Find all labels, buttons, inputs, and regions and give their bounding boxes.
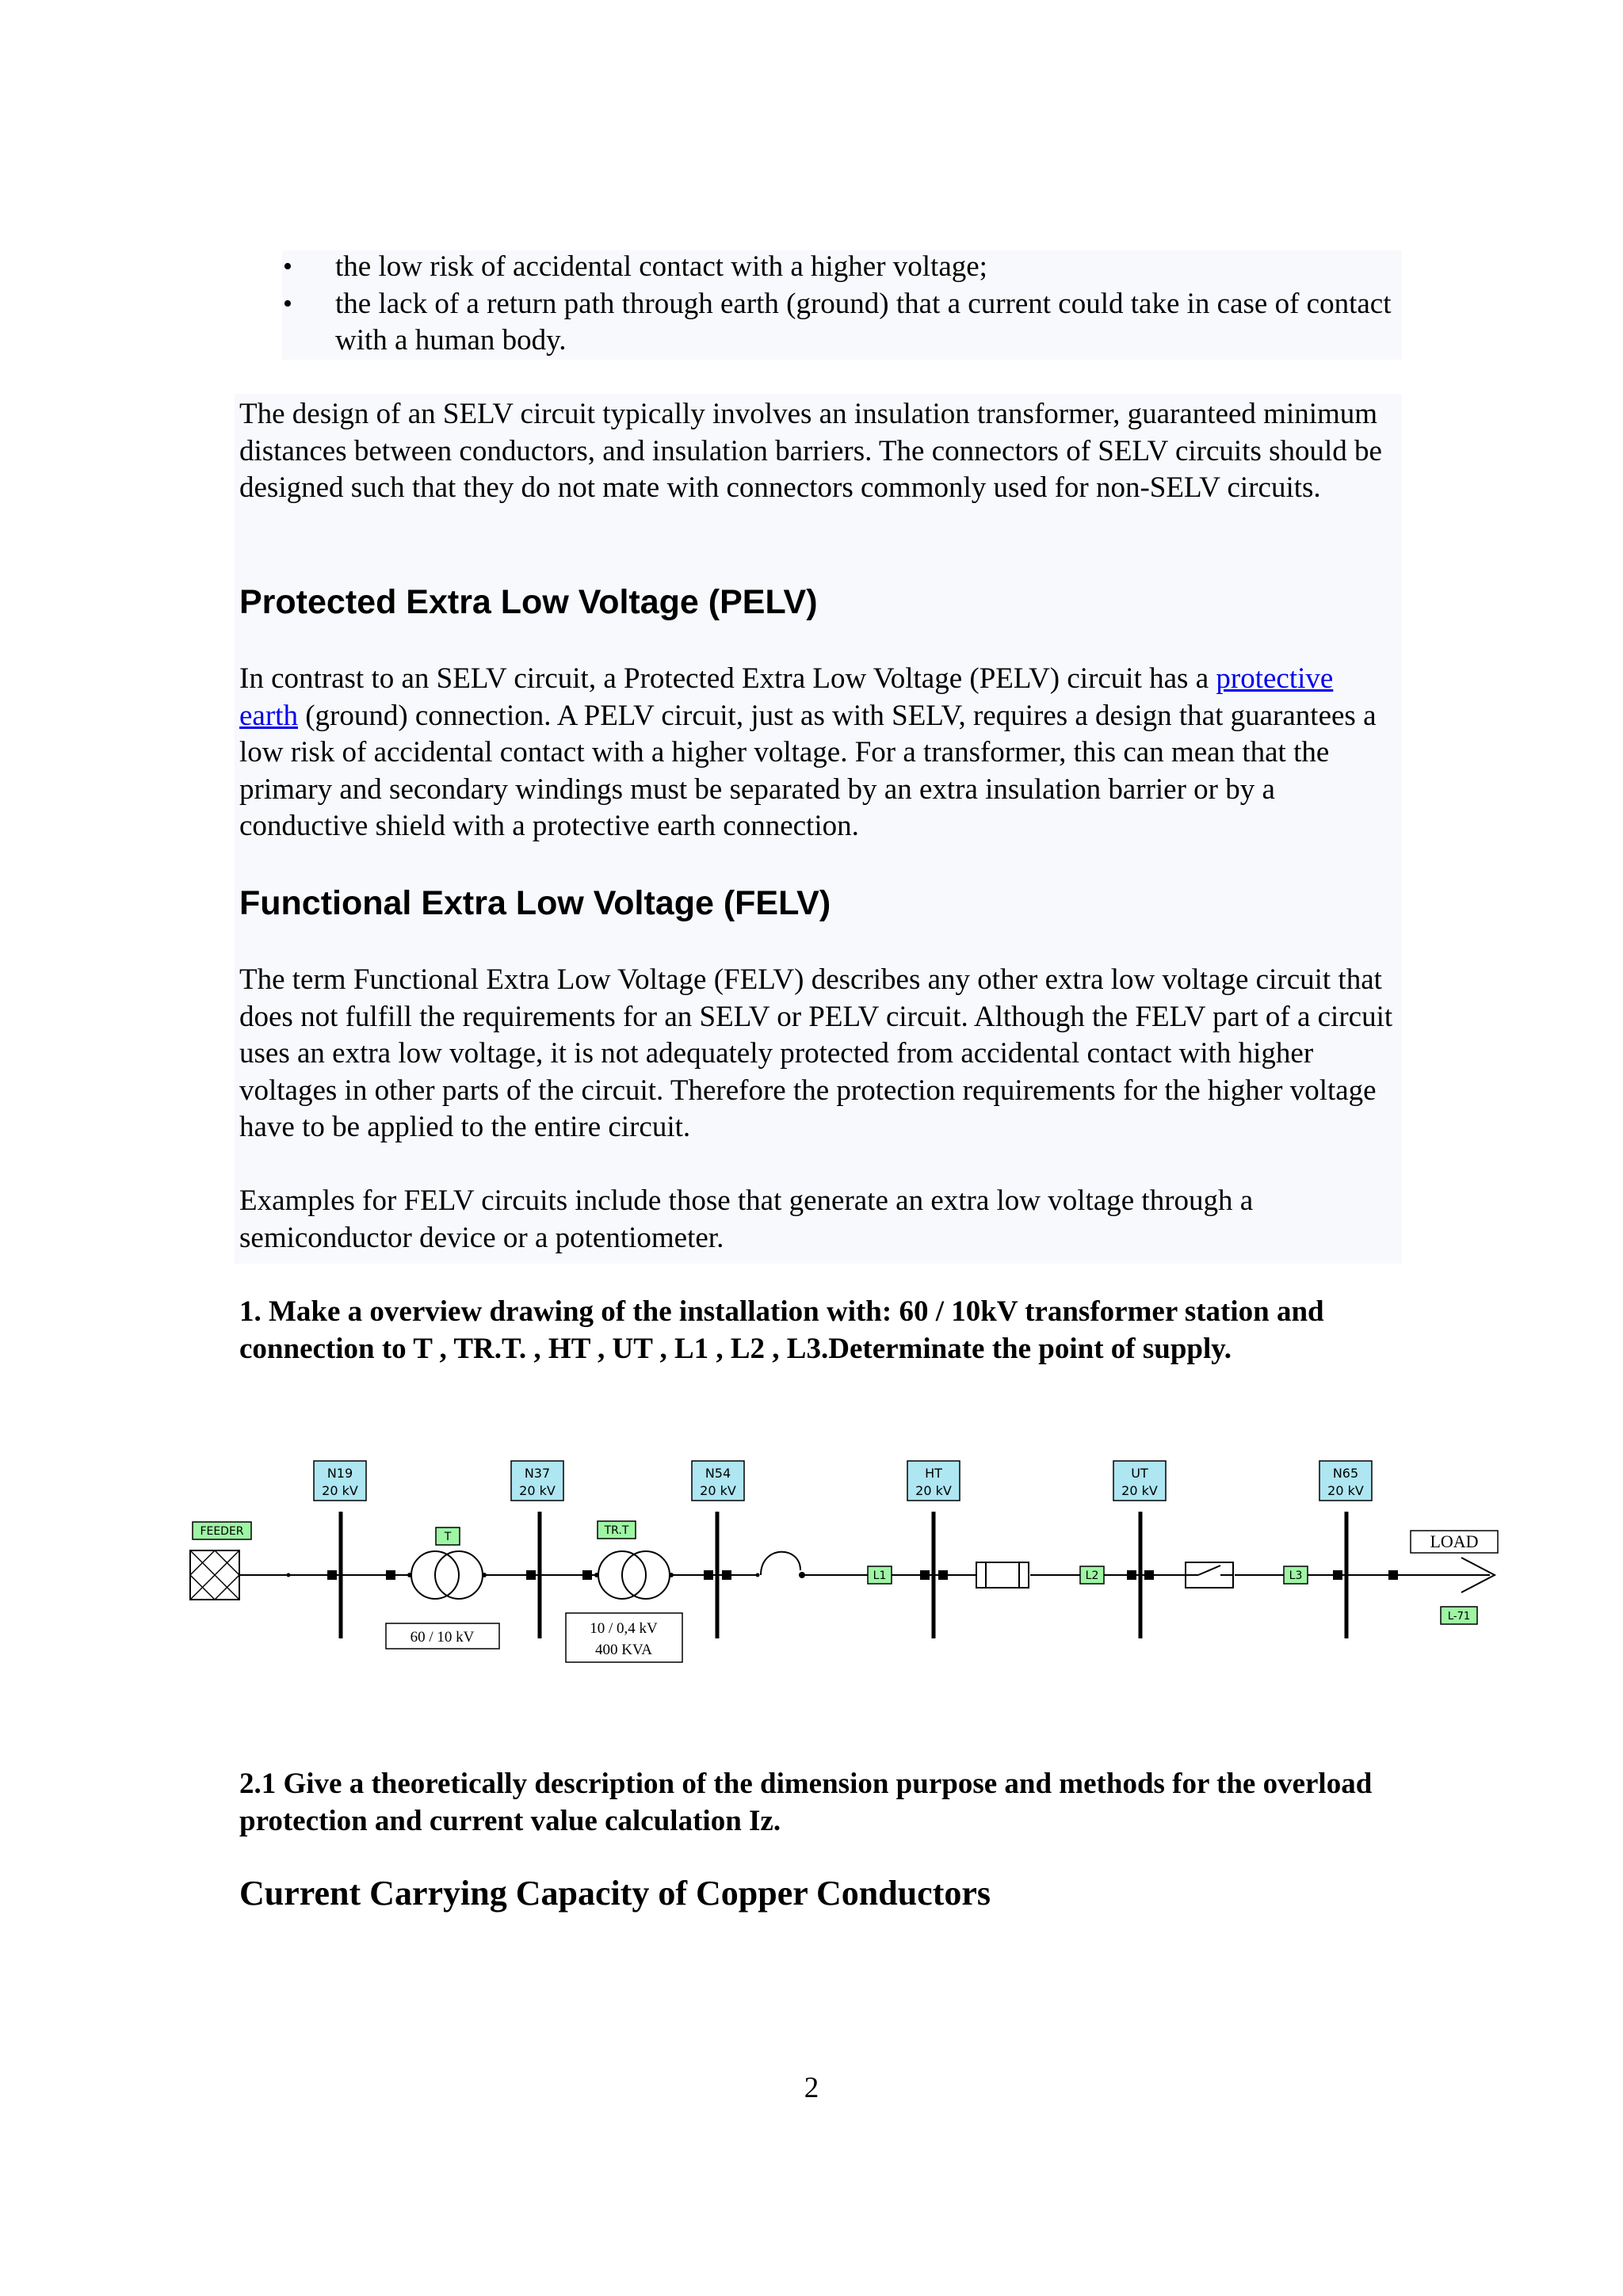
bus-n54 — [692, 1461, 744, 1638]
question-1: 1. Make a overview drawing of the installation with: 60 / 10kV transformer station and connection to T , TR.T. , HT , UT , L1 , L2 , L3.Determinate the point of supply. — [239, 1295, 1324, 1365]
bus-n19 — [314, 1461, 366, 1638]
bullet-list — [285, 249, 1399, 360]
bus-n37 — [511, 1461, 563, 1638]
line-l3-label: L3 — [1289, 1569, 1303, 1582]
line-l2-label: L2 — [1085, 1569, 1099, 1582]
transformer-t-rating: 60 / 10 kV — [410, 1629, 475, 1646]
bus-voltage: 20 kV — [915, 1483, 952, 1498]
bus-ut — [1113, 1461, 1166, 1638]
feeder-icon — [190, 1550, 239, 1600]
bus-name: N65 — [1332, 1466, 1359, 1481]
bus-voltage: 20 kV — [519, 1483, 556, 1498]
line-l1-label: L1 — [873, 1569, 887, 1582]
transformer-trt-rating-line1: 10 / 0,4 kV — [590, 1620, 658, 1637]
bus-name: N19 — [327, 1466, 353, 1481]
question-2: 2.1 Give a theoretically description of the dimension purpose and methods for the overload protection and current value calculation Iz. — [239, 1768, 1373, 1837]
feeder-label: FEEDER — [200, 1525, 244, 1538]
bus-n65 — [1319, 1461, 1372, 1638]
bus-voltage: 20 kV — [1327, 1483, 1364, 1498]
fuse-icon — [976, 1562, 1029, 1588]
protective-earth-link[interactable]: protective earth — [239, 662, 1334, 732]
bus-voltage: 20 kV — [700, 1483, 736, 1498]
pelv-heading: Protected Extra Low Voltage (PELV) — [239, 583, 818, 621]
bus-name: N37 — [524, 1466, 551, 1481]
section-heading-copper: Current Carrying Capacity of Copper Conductors — [239, 1874, 991, 1913]
page-number: 2 — [804, 2072, 819, 2104]
bullet-item: • the lack of a return path through earth (ground) that a current could take in case of contact with a human body. — [283, 287, 1392, 357]
pelv-paragraph: In contrast to an SELV circuit, a Protected Extra Low Voltage (PELV) circuit has a protective earth (ground) connection. A PELV circuit, just as with SELV, requires a design that guarantees a low risk of accidental contact with a higher voltage. For a transformer, this can mean that the primary and secondary windings must be separated by an extra insulation barrier or by a conductive shield with a protective earth connection. — [239, 662, 1377, 842]
transformer-t-label: T — [444, 1531, 452, 1543]
transformer-trt-rating-line2: 400 KVA — [595, 1642, 652, 1658]
single-line-diagram — [0, 1426, 1623, 1711]
load-tag-label: L-71 — [1447, 1611, 1471, 1623]
bus-name: HT — [925, 1466, 942, 1481]
load-label: LOAD — [1430, 1531, 1479, 1551]
felv-paragraph-2: Examples for FELV circuits include those that generate an extra low voltage through a semiconductor device or a potentiometer. — [239, 1184, 1254, 1254]
bullet-dot-icon: • — [283, 288, 292, 318]
switch-icon — [1186, 1562, 1233, 1588]
selv-paragraph: The design of an SELV circuit typically involves an insulation transformer, guaranteed minimum distances between conductors, and insulation barriers. The connectors of SELV circuits should be designed such that they do not mate with connectors commonly used for non-SELV circuits. — [239, 398, 1382, 504]
bus-voltage: 20 kV — [322, 1483, 358, 1498]
bus-name: N54 — [705, 1466, 731, 1481]
bus-ht — [907, 1461, 960, 1638]
bullet-dot-icon: • — [283, 252, 292, 281]
bus-voltage: 20 kV — [1121, 1483, 1158, 1498]
bullet-item: • the low risk of accidental contact with a higher voltage; — [285, 249, 1399, 286]
transformer-trt-label: TR.T — [604, 1524, 629, 1537]
felv-paragraph-1: The term Functional Extra Low Voltage (FELV) describes any other extra low voltage circuit that does not fulfill the requirements for an SELV or PELV circuit. Although the FELV part of a circuit uses an extra low voltage, it is not adequately protected from accidental contact with higher voltages in other parts of the circuit. Therefore the protection requirements for the higher voltage have to be applied to the entire circuit. — [239, 963, 1393, 1143]
felv-heading: Functional Extra Low Voltage (FELV) — [239, 884, 831, 922]
bus-name: UT — [1131, 1466, 1148, 1481]
